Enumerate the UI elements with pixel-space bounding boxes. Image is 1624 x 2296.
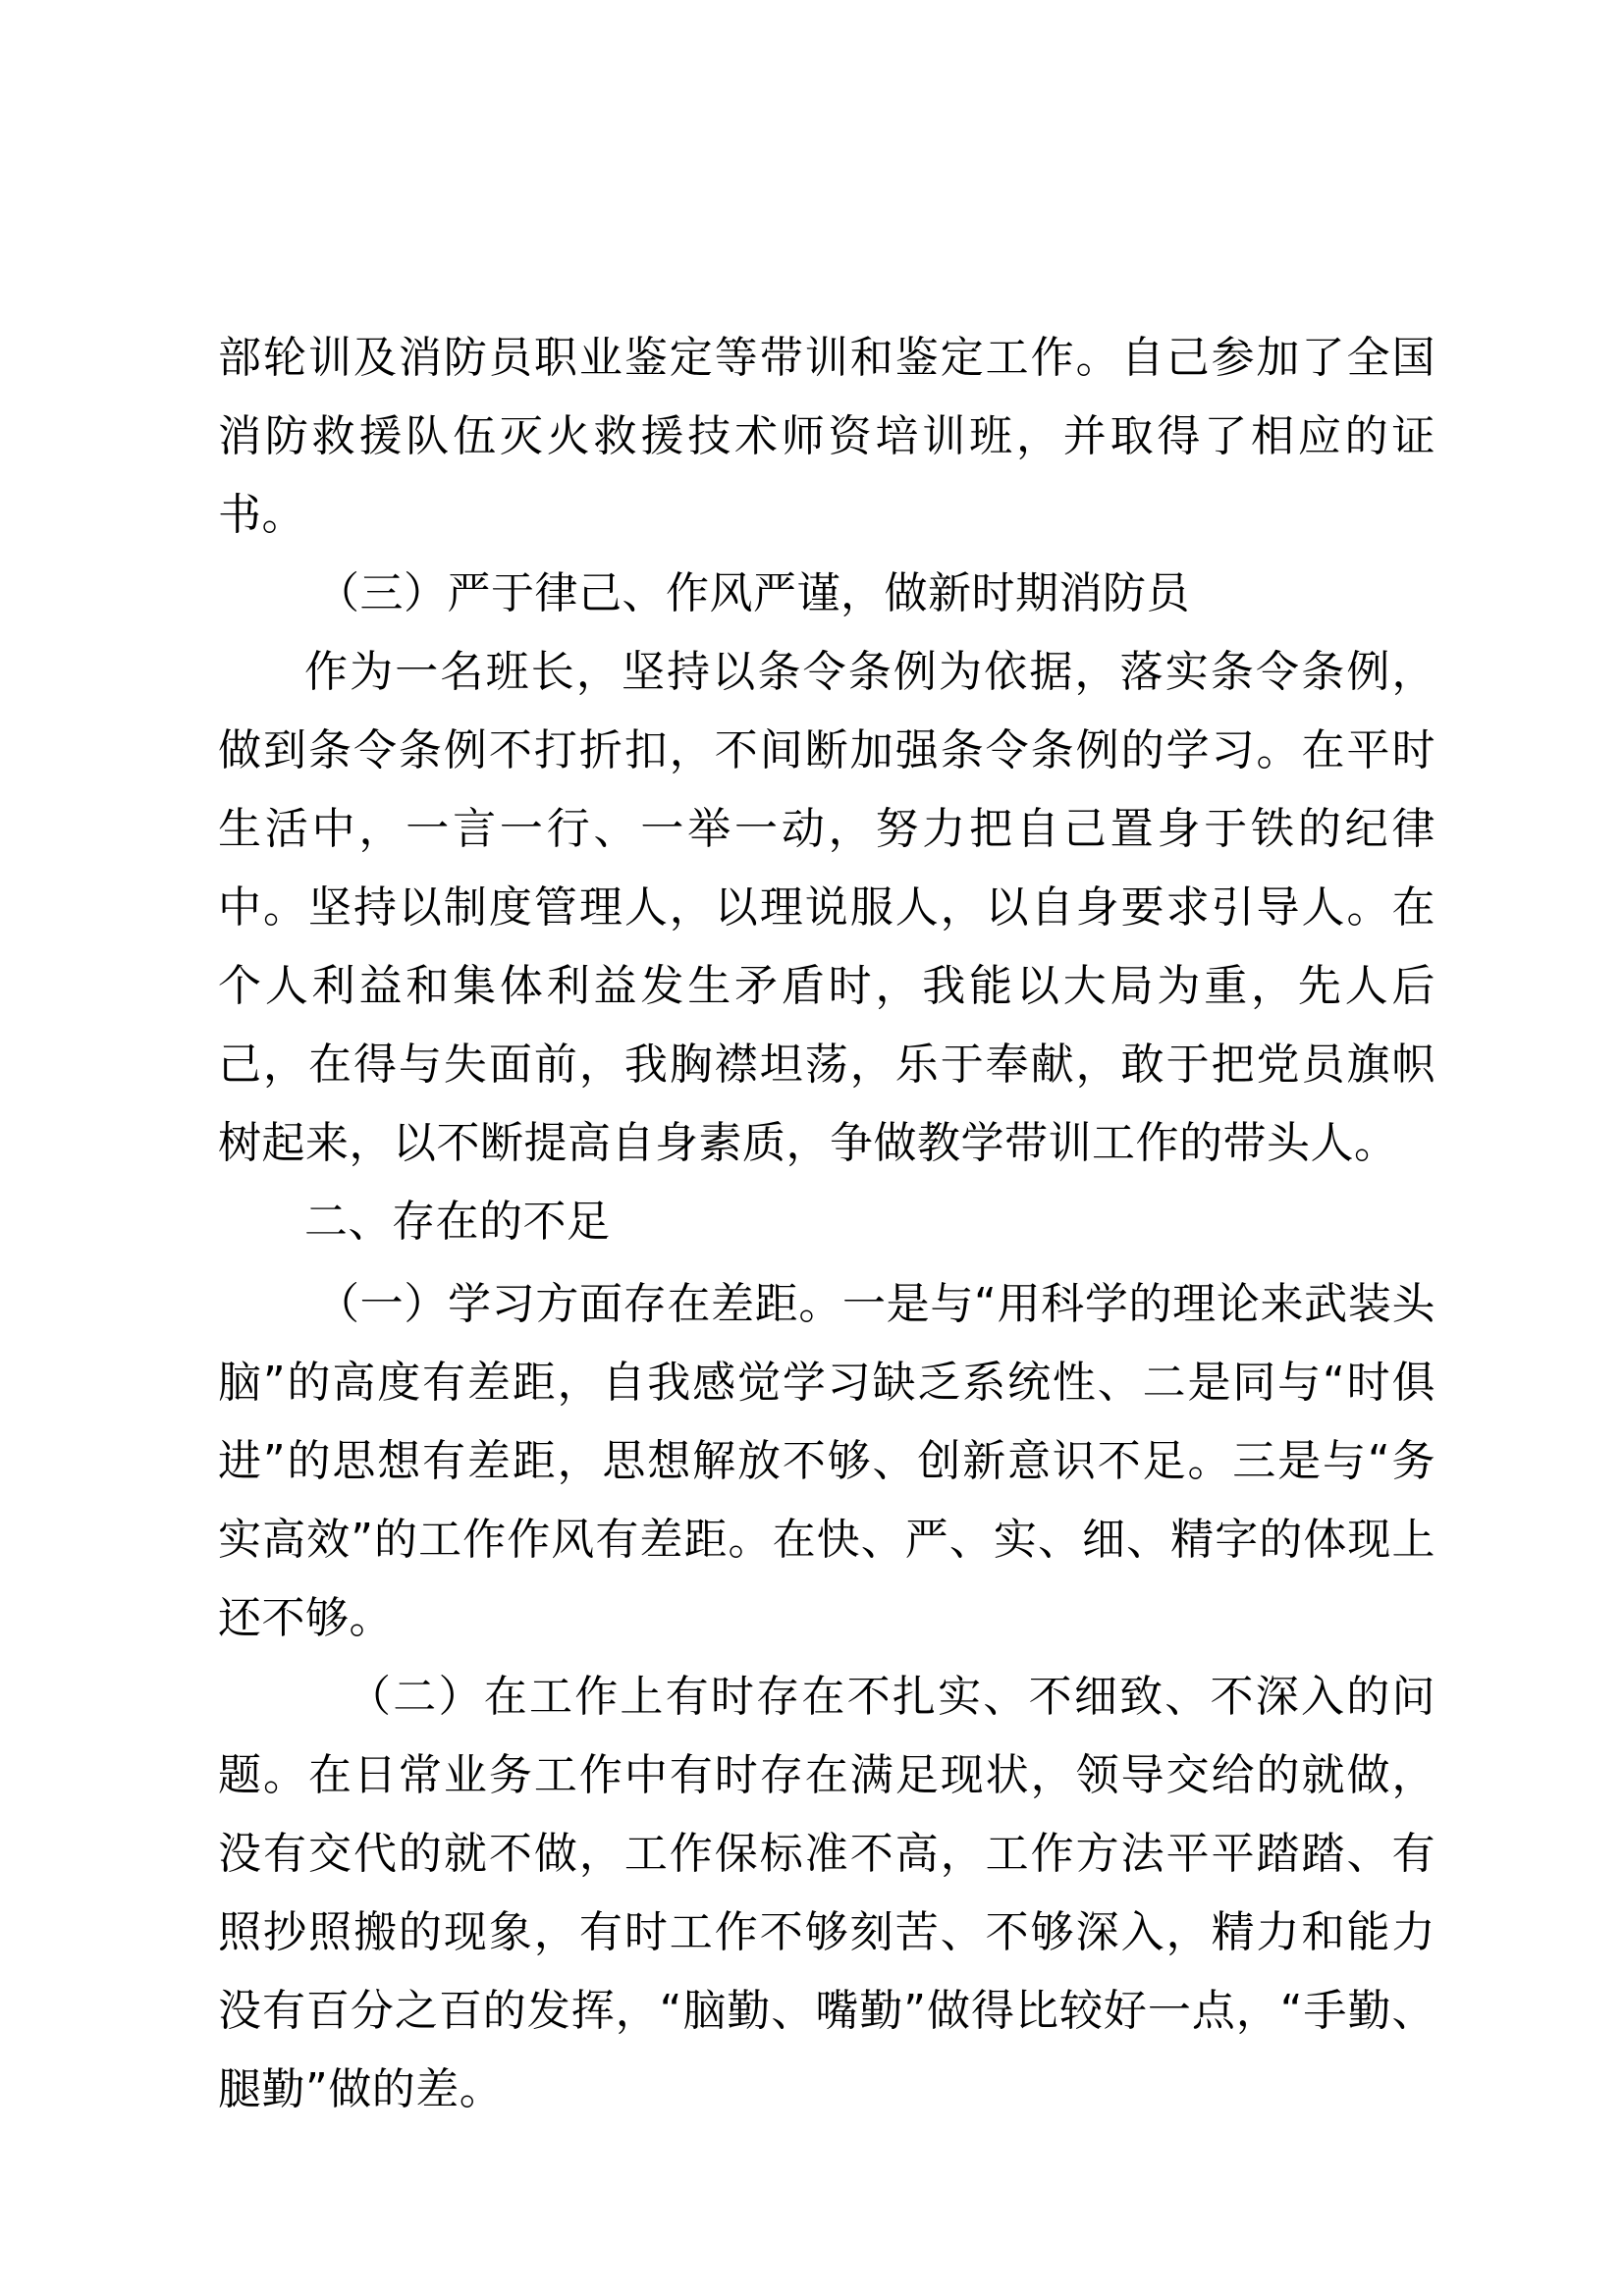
section-heading-three: （三）严于律己、作风严谨，做新时期消防员 <box>316 568 1190 618</box>
paragraph-discipline: 作为一名班长，坚持以条令条例为依据，落实条令条例，做到条令条例不打折扣，不间断加强条令条例的学习。在平时生活中，一言一行、一举一动，努力把自己置身于铁的纪律中。坚持以制度管理人，以理说服人，以自身要求引导人。在个人利益和集体利益发生矛盾时，我能以大局为重，先人后己，在得与失面前，我胸襟坦荡，乐于奉献，敢于把党员旗帜树起来，以不断提高自身素质，争做教学带训工作的带头人。 <box>218 647 1435 1168</box>
document-page <box>218 319 1435 2129</box>
section-heading-shortcomings: 二、存在的不足 <box>304 1197 611 1247</box>
paragraph-study-gap: （一）学习方面存在差距。一是与“用科学的理论来武装头脑”的高度有差距，自我感觉学习缺乏系统性、二是同与“时俱进”的思想有差距，思想解放不够、创新意识不足。三是与“务实高效”的工作作风有差距。在快、严、实、细、精字的体现上还不够。 <box>218 1279 1435 1643</box>
paragraph-training-continued: 部轮训及消防员职业鉴定等带训和鉴定工作。自己参加了全国消防救援队伍灭火救援技术师资培训班，并取得了相应的证书。 <box>218 333 1435 540</box>
paragraph-work-issues: （二）在工作上有时存在不扎实、不细致、不深入的问题。在日常业务工作中有时存在满足现状，领导交给的就做，没有交代的就不做，工作保标准不高，工作方法平平踏踏、有照抄照搬的现象，有时工作不够刻苦、不够深入，精力和能力没有百分之百的发挥，“脑勤、嘴勤”做得比较好一点，“手勤、腿勤”做的差。 <box>218 1672 1435 2114</box>
